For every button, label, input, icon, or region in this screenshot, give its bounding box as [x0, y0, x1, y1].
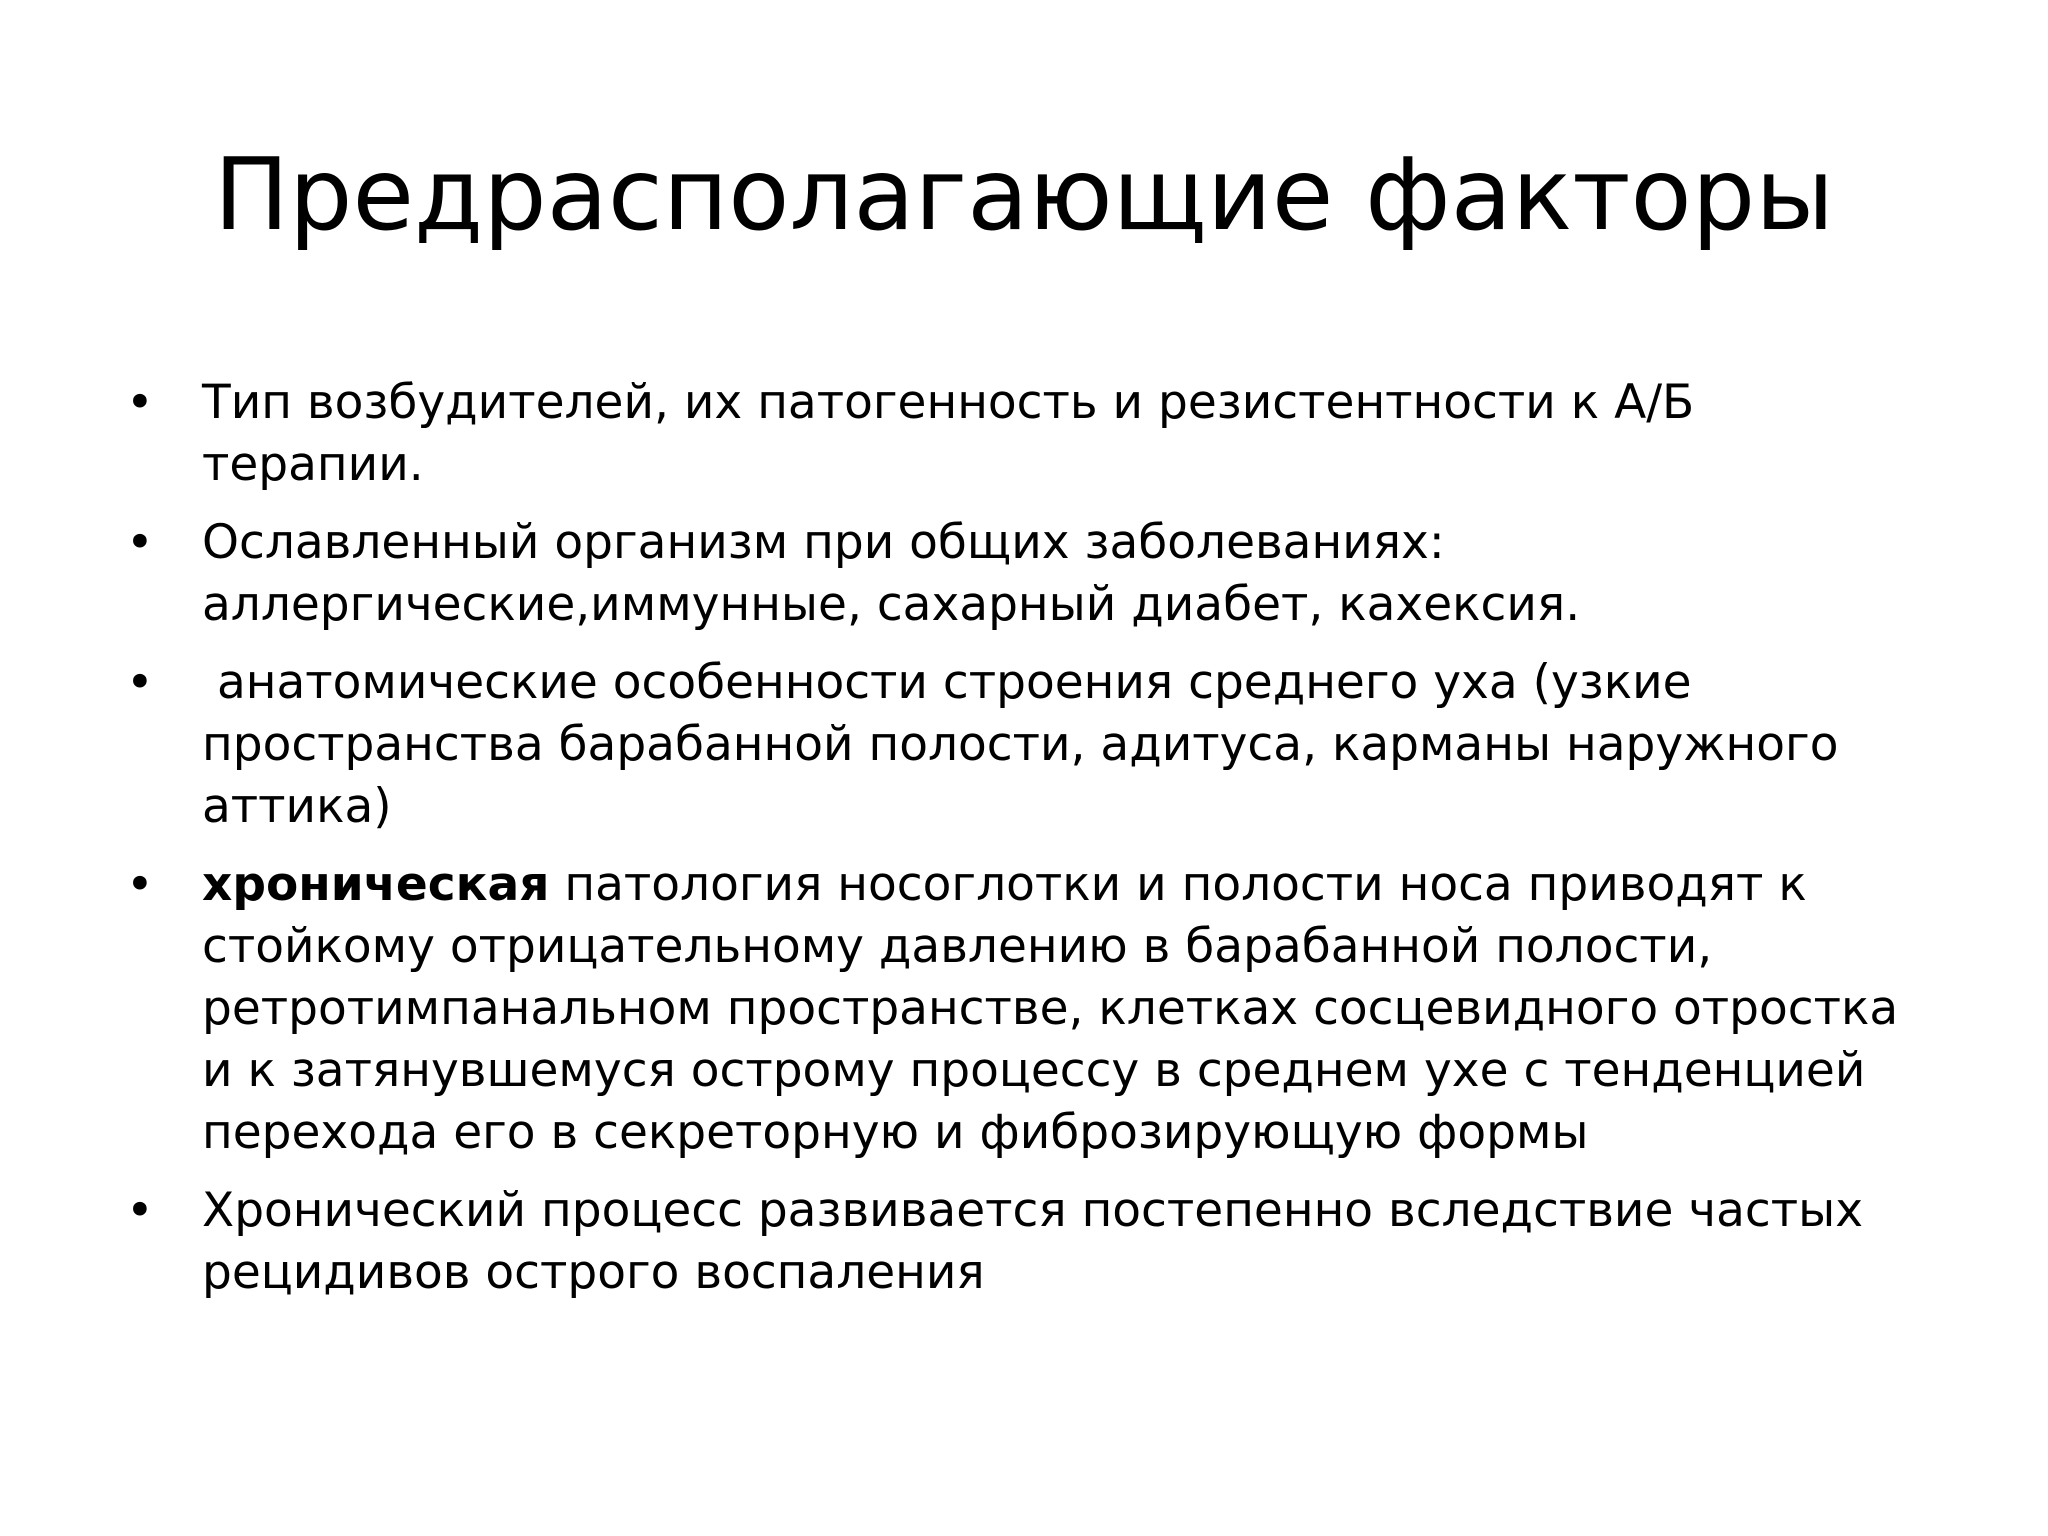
bullet-text — [202, 372, 1920, 496]
bullet-bold-lead: хроническая — [202, 857, 550, 912]
bullet-body: патология носоглотки и полости носа приводят к стойкому отрицательному давлению в барабанной полости, ретротимпанальном пространстве, клетках сосцевидного отростка и к затянувшемуся острому процессу в среднем ухе с тенденцией перехода его в секреторную и фиброзирующую формы — [202, 857, 1899, 1160]
bullet-body: Хронический процесс развивается постепенно вследствие частых рецидивов острого воспаления — [202, 1183, 1864, 1300]
bullet-body: Ославленный организм при общих заболеваниях: аллергические,иммунные, сахарный диабет, кахексия. — [202, 515, 1581, 632]
bullet-dot-icon: • — [126, 655, 154, 710]
bullet-list — [120, 372, 1920, 1320]
bullet-item — [120, 1180, 1920, 1304]
bullet-item — [120, 652, 1920, 838]
bullet-body: Тип возбудителей, их патогенность и резистентности к А/Б терапии. — [202, 375, 1695, 492]
bullet-item — [120, 512, 1920, 636]
bullet-text — [202, 652, 1920, 838]
bullet-dot-icon: • — [126, 375, 154, 430]
bullet-dot-icon: • — [126, 857, 154, 912]
bullet-item — [120, 372, 1920, 496]
slide-title: Предрасполагающие факторы — [213, 136, 1835, 253]
bullet-item — [120, 854, 1920, 1164]
bullet-dot-icon: • — [126, 1183, 154, 1238]
bullet-body: анатомические особенности строения среднего уха (узкие пространства барабанной полости, адитуса, карманы наружного аттика) — [202, 655, 1854, 834]
bullet-text — [202, 854, 1920, 1164]
bullet-text — [202, 512, 1920, 636]
bullet-dot-icon: • — [126, 515, 154, 570]
bullet-text — [202, 1180, 1920, 1304]
